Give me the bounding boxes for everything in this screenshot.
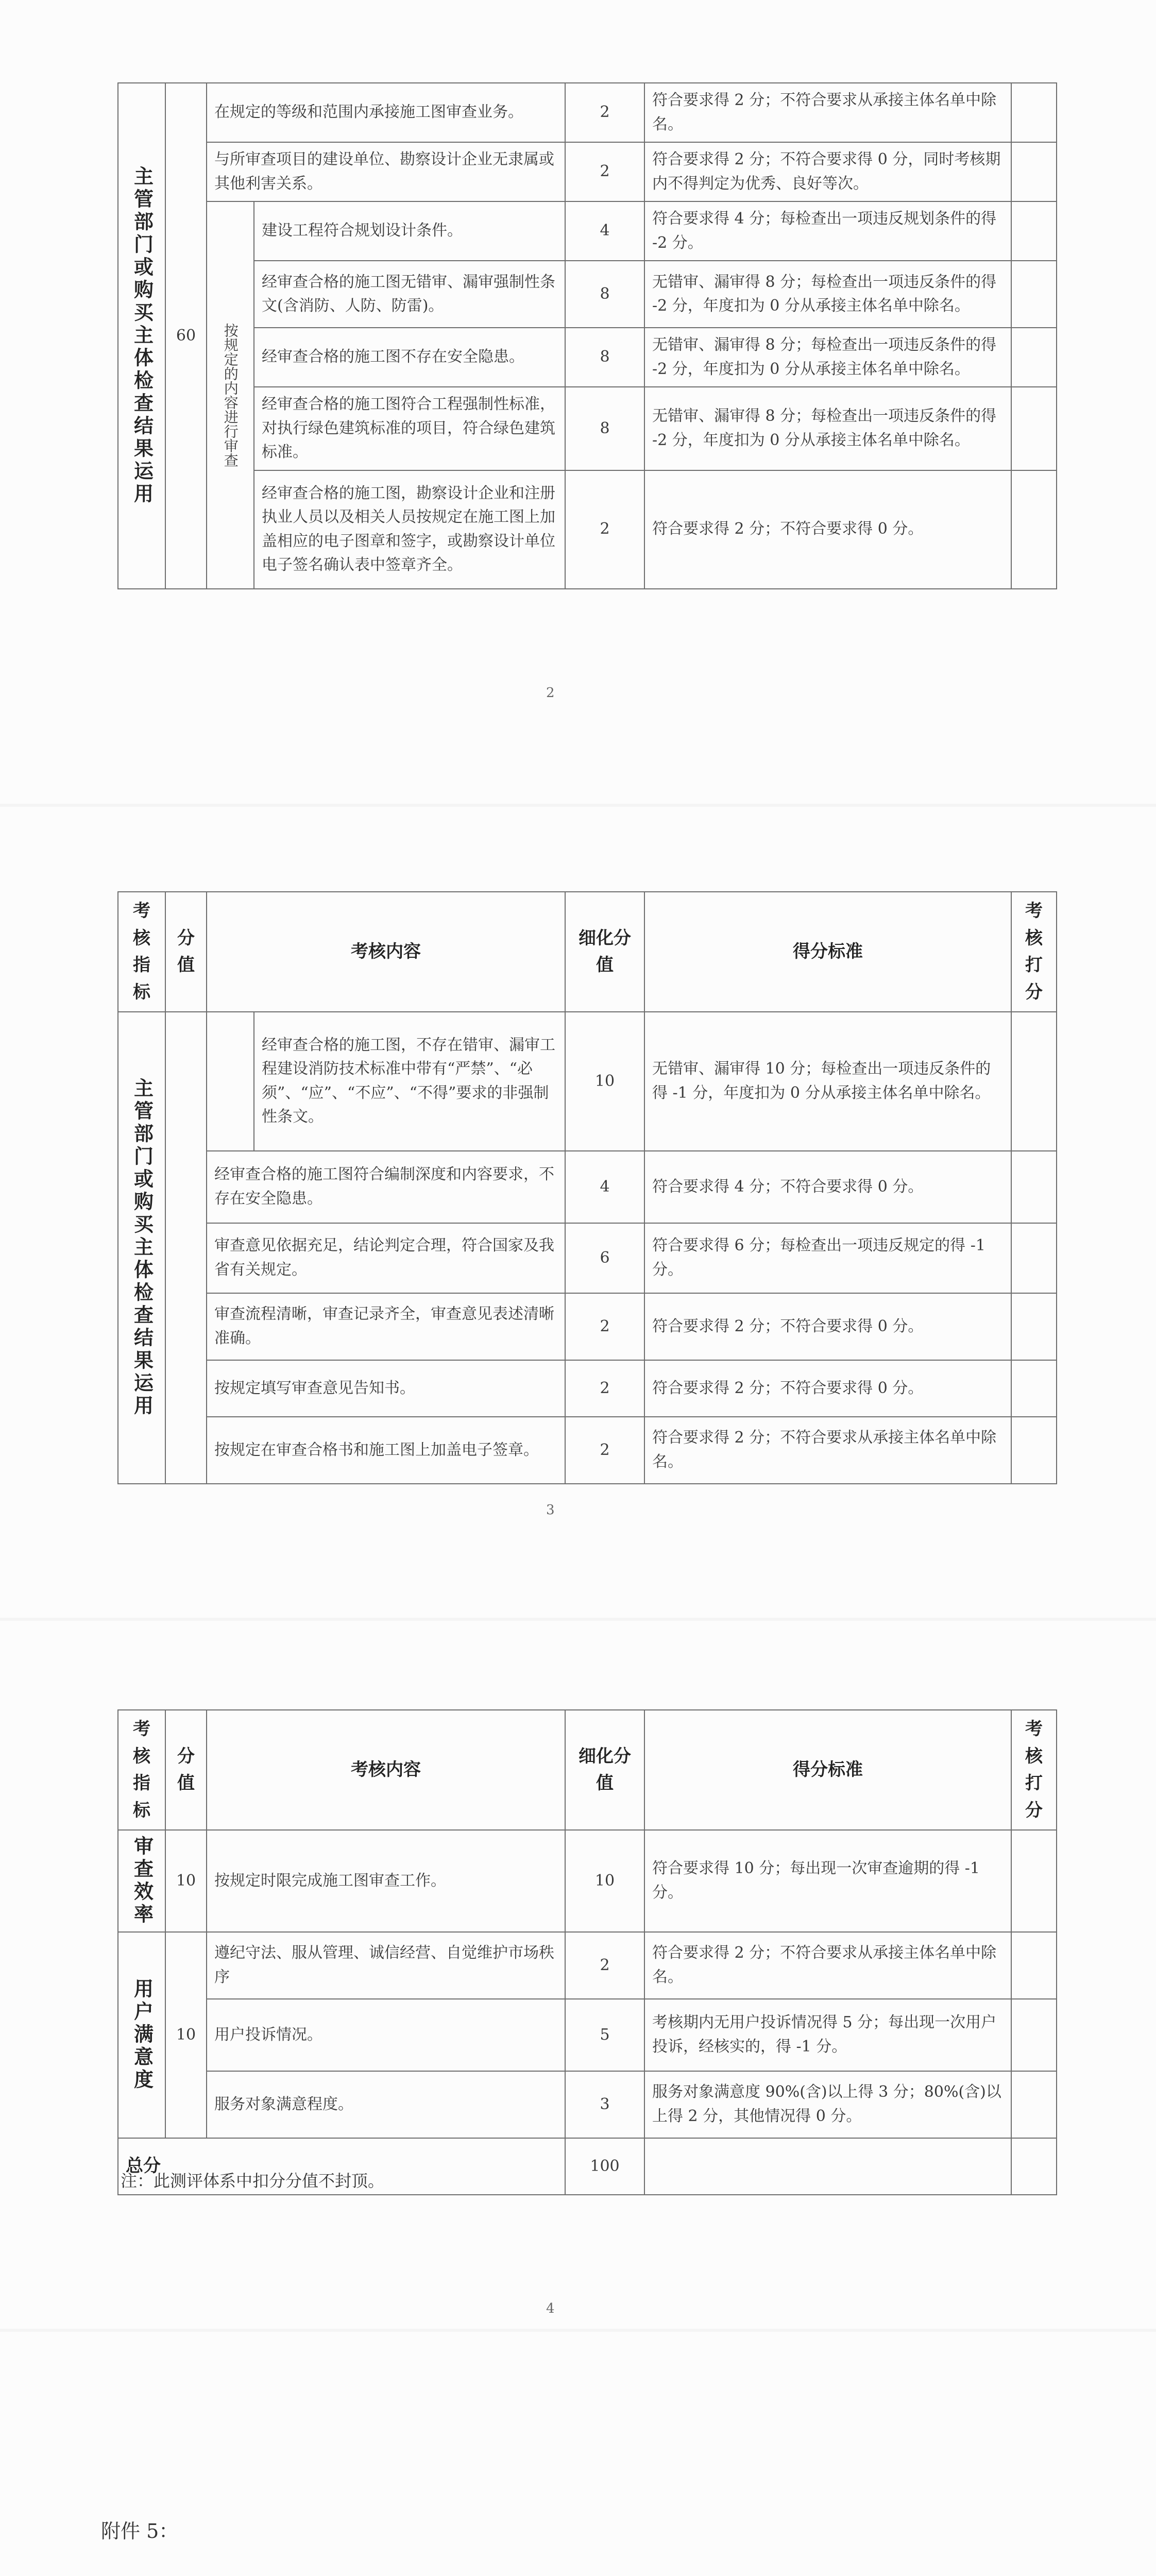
score-cell: 10 bbox=[165, 1830, 207, 1932]
content-cell: 按规定在审查合格书和施工图上加盖电子签章。 bbox=[207, 1417, 565, 1484]
page-number: 3 bbox=[546, 1502, 555, 1518]
table-row bbox=[118, 1151, 1057, 1223]
content-cell: 经审查合格的施工图，不存在错审、漏审工程建设消防技术标准中带有“严禁”、“必须”、“应”、“不应”、“不得”要求的非强制性条文。 bbox=[254, 1012, 565, 1151]
content-cell: 建设工程符合规划设计条件。 bbox=[254, 201, 565, 261]
standard-cell: 符合要求得 2 分；不符合要求从承接主体名单中除名。 bbox=[644, 1932, 1011, 1999]
header-indicator: 考核指标 bbox=[118, 892, 165, 1012]
sub-score-cell: 8 bbox=[565, 328, 644, 387]
table-row bbox=[118, 83, 1057, 142]
page-number: 2 bbox=[546, 685, 555, 701]
score-cell: 10 bbox=[165, 1932, 207, 2138]
grade-cell bbox=[1011, 1223, 1057, 1293]
header-content: 考核内容 bbox=[207, 1710, 565, 1830]
header-score: 分值 bbox=[165, 1710, 207, 1830]
standard-cell bbox=[644, 2138, 1011, 2195]
content-cell: 遵纪守法、服从管理、诚信经营、自觉维护市场秩序 bbox=[207, 1932, 565, 1999]
standard-cell: 考核期内无用户投诉情况得 5 分；每出现一次用户投诉，经核实的，得 -1 分。 bbox=[644, 1999, 1011, 2071]
table-note: 注：此测评体系中扣分分值不封顶。 bbox=[121, 2171, 385, 2191]
content-cell: 经审查合格的施工图无错审、漏审强制性条文(含消防、人防、防雷)。 bbox=[254, 261, 565, 328]
grade-cell bbox=[1011, 1360, 1057, 1417]
grade-cell bbox=[1011, 201, 1057, 261]
header-grade: 考核打分 bbox=[1011, 1710, 1057, 1830]
standard-cell: 服务对象满意度 90%(含)以上得 3 分；80%(含)以上得 2 分，其他情况得 0 分。 bbox=[644, 2071, 1011, 2138]
sub-score-cell: 10 bbox=[565, 1830, 644, 1932]
page-1-table bbox=[117, 82, 1057, 589]
standard-cell: 符合要求得 2 分；不符合要求得 0 分。 bbox=[644, 1360, 1011, 1417]
grade-cell bbox=[1011, 1151, 1057, 1223]
attachment-label: 附件 5： bbox=[101, 2520, 179, 2543]
document-title bbox=[0, 2573, 1156, 2576]
sub-score-cell: 3 bbox=[565, 2071, 644, 2138]
table-row bbox=[118, 261, 1057, 328]
standard-cell: 符合要求得 6 分；每检查出一项违反规定的得 -1 分。 bbox=[644, 1223, 1011, 1293]
table-header-row bbox=[118, 1710, 1057, 1830]
content-cell: 与所审查项目的建设单位、勘察设计企业无隶属或其他利害关系。 bbox=[207, 142, 565, 201]
grade-cell bbox=[1011, 387, 1057, 470]
header-sub-score: 细化分值 bbox=[565, 1710, 644, 1830]
sub-score-cell: 2 bbox=[565, 1293, 644, 1360]
standard-cell: 符合要求得 10 分；每出现一次审查逾期的得 -1 分。 bbox=[644, 1830, 1011, 1932]
standard-cell: 无错审、漏审得 8 分；每检查出一项违反条件的得 -2 分，年度扣为 0 分从承接主体名单中除名。 bbox=[644, 387, 1011, 470]
content-cell: 用户投诉情况。 bbox=[207, 1999, 565, 2071]
page-1 bbox=[0, 0, 1156, 804]
standard-cell: 符合要求得 2 分；不符合要求得 0 分。 bbox=[644, 1293, 1011, 1360]
table-row bbox=[118, 1932, 1057, 1999]
header-standard: 得分标准 bbox=[644, 892, 1011, 1012]
page-number: 4 bbox=[546, 2301, 555, 2316]
header-score: 分值 bbox=[165, 892, 207, 1012]
sub-score-cell: 5 bbox=[565, 1999, 644, 2071]
table-row bbox=[118, 1223, 1057, 1293]
total-value: 100 bbox=[565, 2138, 644, 2195]
score-cell: 60 bbox=[165, 83, 207, 589]
page-2 bbox=[0, 807, 1156, 1618]
grade-cell bbox=[1011, 2071, 1057, 2138]
table-row bbox=[118, 142, 1057, 201]
sub-score-cell: 2 bbox=[565, 83, 644, 142]
grade-cell bbox=[1011, 261, 1057, 328]
inner-label: 按规定的内容进行审查 bbox=[222, 323, 239, 467]
sub-score-cell: 8 bbox=[565, 387, 644, 470]
sub-score-cell: 6 bbox=[565, 1223, 644, 1293]
content-cell: 按规定时限完成施工图审查工作。 bbox=[207, 1830, 565, 1932]
table-row bbox=[118, 1012, 1057, 1151]
grade-cell bbox=[1011, 1932, 1057, 1999]
page-4 bbox=[0, 2332, 1156, 2576]
sub-score-cell: 2 bbox=[565, 142, 644, 201]
standard-cell: 无错审、漏审得 8 分；每检查出一项违反条件的得 -2 分，年度扣为 0 分从承接主体名单中除名。 bbox=[644, 328, 1011, 387]
standard-cell: 符合要求得 4 分；不符合要求得 0 分。 bbox=[644, 1151, 1011, 1223]
content-cell: 经审查合格的施工图符合工程强制性标准，对执行绿色建筑标准的项目，符合绿色建筑标准。 bbox=[254, 387, 565, 470]
grade-cell bbox=[1011, 83, 1057, 142]
table-row bbox=[118, 201, 1057, 261]
table-row bbox=[118, 1293, 1057, 1360]
grade-cell bbox=[1011, 328, 1057, 387]
inner-label-cell bbox=[207, 1012, 254, 1151]
table-row bbox=[118, 387, 1057, 470]
indicator-label: 审查效率 bbox=[130, 1835, 154, 1926]
content-cell: 审查流程清晰，审查记录齐全，审查意见表述清晰准确。 bbox=[207, 1293, 565, 1360]
indicator-label: 用户满意度 bbox=[130, 1978, 154, 2092]
page-2-table bbox=[117, 891, 1057, 1484]
sub-score-cell: 2 bbox=[565, 470, 644, 589]
sub-score-cell: 8 bbox=[565, 261, 644, 328]
grade-cell bbox=[1011, 470, 1057, 589]
table-row bbox=[118, 1830, 1057, 1932]
grade-cell bbox=[1011, 1999, 1057, 2071]
content-cell: 审查意见依据充足，结论判定合理，符合国家及我省有关规定。 bbox=[207, 1223, 565, 1293]
table-header-row bbox=[118, 892, 1057, 1012]
grade-cell bbox=[1011, 1012, 1057, 1151]
standard-cell: 无错审、漏审得 8 分；每检查出一项违反条件的得 -2 分，年度扣为 0 分从承接主体名单中除名。 bbox=[644, 261, 1011, 328]
grade-cell bbox=[1011, 142, 1057, 201]
sub-score-cell: 4 bbox=[565, 201, 644, 261]
header-indicator: 考核指标 bbox=[118, 1710, 165, 1830]
table-row bbox=[118, 1417, 1057, 1484]
standard-cell: 符合要求得 2 分；不符合要求得 0 分，同时考核期内不得判定为优秀、良好等次。 bbox=[644, 142, 1011, 201]
table-row bbox=[118, 2071, 1057, 2138]
content-cell: 服务对象满意程度。 bbox=[207, 2071, 565, 2138]
content-cell: 按规定填写审查意见告知书。 bbox=[207, 1360, 565, 1417]
standard-cell: 符合要求得 2 分；不符合要求得 0 分。 bbox=[644, 470, 1011, 589]
standard-cell: 符合要求得 4 分；每检查出一项违反规划条件的得 -2 分。 bbox=[644, 201, 1011, 261]
standard-cell: 符合要求得 2 分；不符合要求从承接主体名单中除名。 bbox=[644, 1417, 1011, 1484]
sub-score-cell: 4 bbox=[565, 1151, 644, 1223]
header-content: 考核内容 bbox=[207, 892, 565, 1012]
indicator-label: 主管部门或购买主体检查结果运用 bbox=[130, 165, 154, 506]
table-row bbox=[118, 328, 1057, 387]
sub-score-cell: 2 bbox=[565, 1360, 644, 1417]
score-cell bbox=[165, 1012, 207, 1484]
content-cell: 经审查合格的施工图，勘察设计企业和注册执业人员以及相关人员按规定在施工图上加盖相应的电子图章和签字，或勘察设计单位电子签名确认表中签章齐全。 bbox=[254, 470, 565, 589]
sub-score-cell: 2 bbox=[565, 1417, 644, 1484]
header-grade: 考核打分 bbox=[1011, 892, 1057, 1012]
content-cell: 经审查合格的施工图符合编制深度和内容要求，不存在安全隐患。 bbox=[207, 1151, 565, 1223]
grade-cell bbox=[1011, 1417, 1057, 1484]
table-row bbox=[118, 470, 1057, 589]
grade-cell bbox=[1011, 2138, 1057, 2195]
total-label: 总分 bbox=[118, 2138, 565, 2195]
indicator-label: 主管部门或购买主体检查结果运用 bbox=[130, 1077, 154, 1418]
sub-score-cell: 10 bbox=[565, 1012, 644, 1151]
page-3-table bbox=[117, 1709, 1057, 2195]
standard-cell: 无错审、漏审得 10 分；每检查出一项违反条件的得 -1 分，年度扣为 0 分从承接主体名单中除名。 bbox=[644, 1012, 1011, 1151]
table-row bbox=[118, 1360, 1057, 1417]
page-3 bbox=[0, 1621, 1156, 2329]
header-standard: 得分标准 bbox=[644, 1710, 1011, 1830]
table-row bbox=[118, 1999, 1057, 2071]
grade-cell bbox=[1011, 1830, 1057, 1932]
header-sub-score: 细化分值 bbox=[565, 892, 644, 1012]
standard-cell: 符合要求得 2 分；不符合要求从承接主体名单中除名。 bbox=[644, 83, 1011, 142]
grade-cell bbox=[1011, 1293, 1057, 1360]
sub-score-cell: 2 bbox=[565, 1932, 644, 1999]
content-cell: 在规定的等级和范围内承接施工图审查业务。 bbox=[207, 83, 565, 142]
content-cell: 经审查合格的施工图不存在安全隐患。 bbox=[254, 328, 565, 387]
